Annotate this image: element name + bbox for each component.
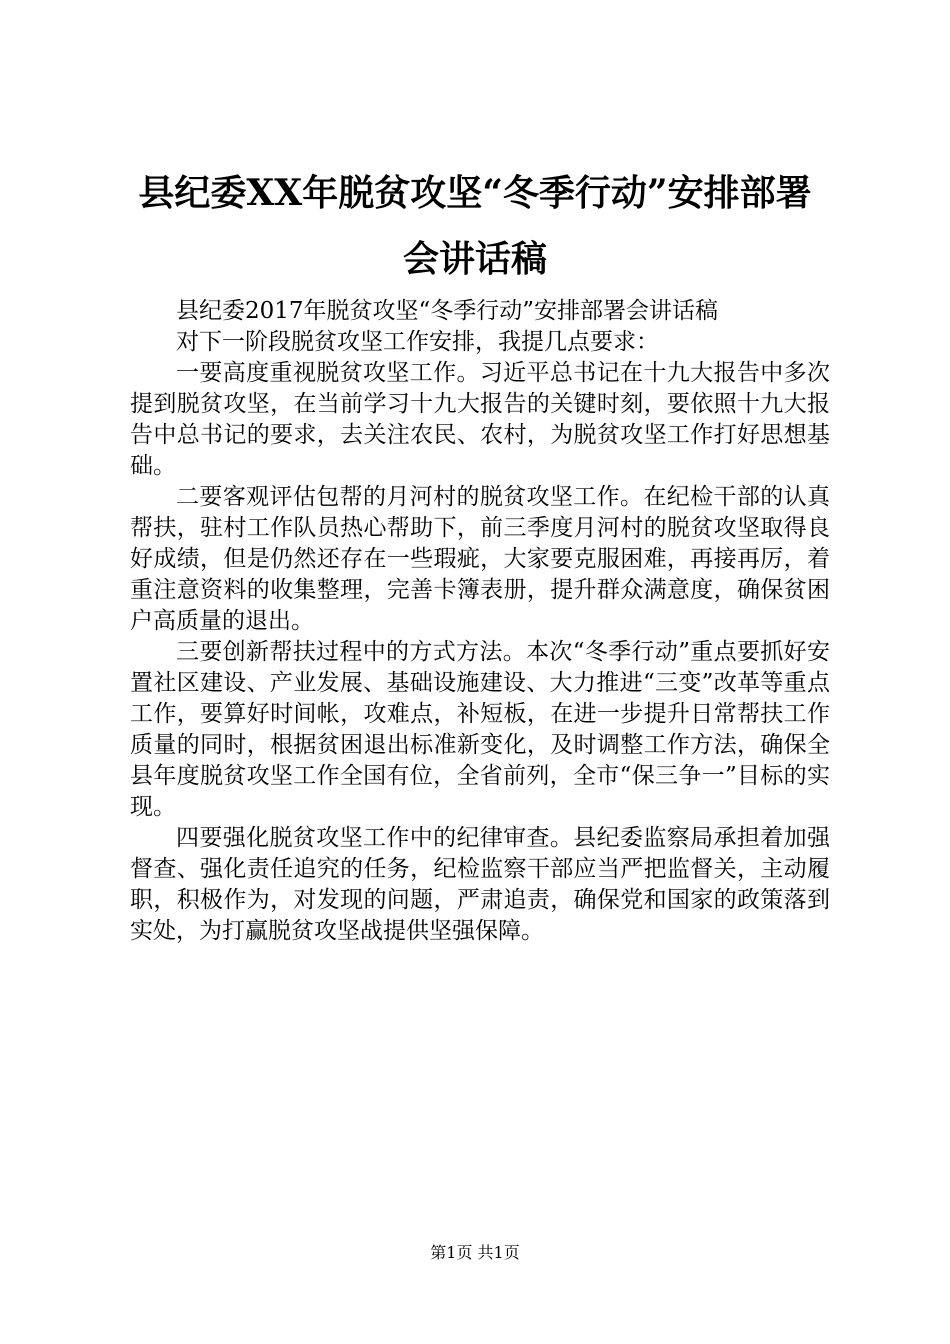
document-title: 县纪委XX年脱贫攻坚“冬季行动”安排部署会讲话稿	[138, 172, 812, 280]
document-body	[130, 296, 830, 947]
paragraph-point-2: 二要客观评估包帮的月河村的脱贫攻坚工作。在纪检干部的认真帮扶，驻村工作队员热心帮助下，前三季度月河村的脱贫攻坚取得良好成绩，但是仍然还存在一些瑕疵，大家要克服困难，再接再厉，着重注意资料的收集整理，完善卡簿表册，提升群众满意度，确保贫困户高质量的退出。	[130, 484, 830, 634]
page-footer: 第1页 共1页	[430, 1243, 520, 1262]
paragraph-intro: 对下一阶段脱贫攻坚工作安排，我提几点要求：	[176, 329, 659, 355]
paragraph-point-4: 四要强化脱贫攻坚工作中的纪律审查。县纪委监察局承担着加强督查、强化责任追究的任务，纪检监察干部应当严把监督关，主动履职，积极作为，对发现的问题，严肃追责，确保党和国家的政策落到实处，为打赢脱贫攻坚战提供坚强保障。	[130, 825, 830, 944]
paragraph-subtitle: 县纪委2017年脱贫攻坚“冬季行动”安排部署会讲话稿	[176, 298, 719, 324]
paragraph-point-3: 三要创新帮扶过程中的方式方法。本次“冬季行动”重点要抓好安置社区建设、产业发展、基础设施建设、大力推进“三变”改革等重点工作，要算好时间帐，攻难点，补短板，在进一步提升日常帮扶工作质量的同时，根据贫困退出标准新变化，及时调整工作方法，确保全县年度脱贫攻坚工作全国有位，全省前列，全市“保三争一”目标的实现。	[130, 639, 830, 820]
paragraph-point-1: 一要高度重视脱贫攻坚工作。习近平总书记在十九大报告中多次提到脱贫攻坚，在当前学习十九大报告的关键时刻，要依照十九大报告中总书记的要求，去关注农民、农村，为脱贫攻坚工作打好思想基础。	[130, 360, 830, 479]
